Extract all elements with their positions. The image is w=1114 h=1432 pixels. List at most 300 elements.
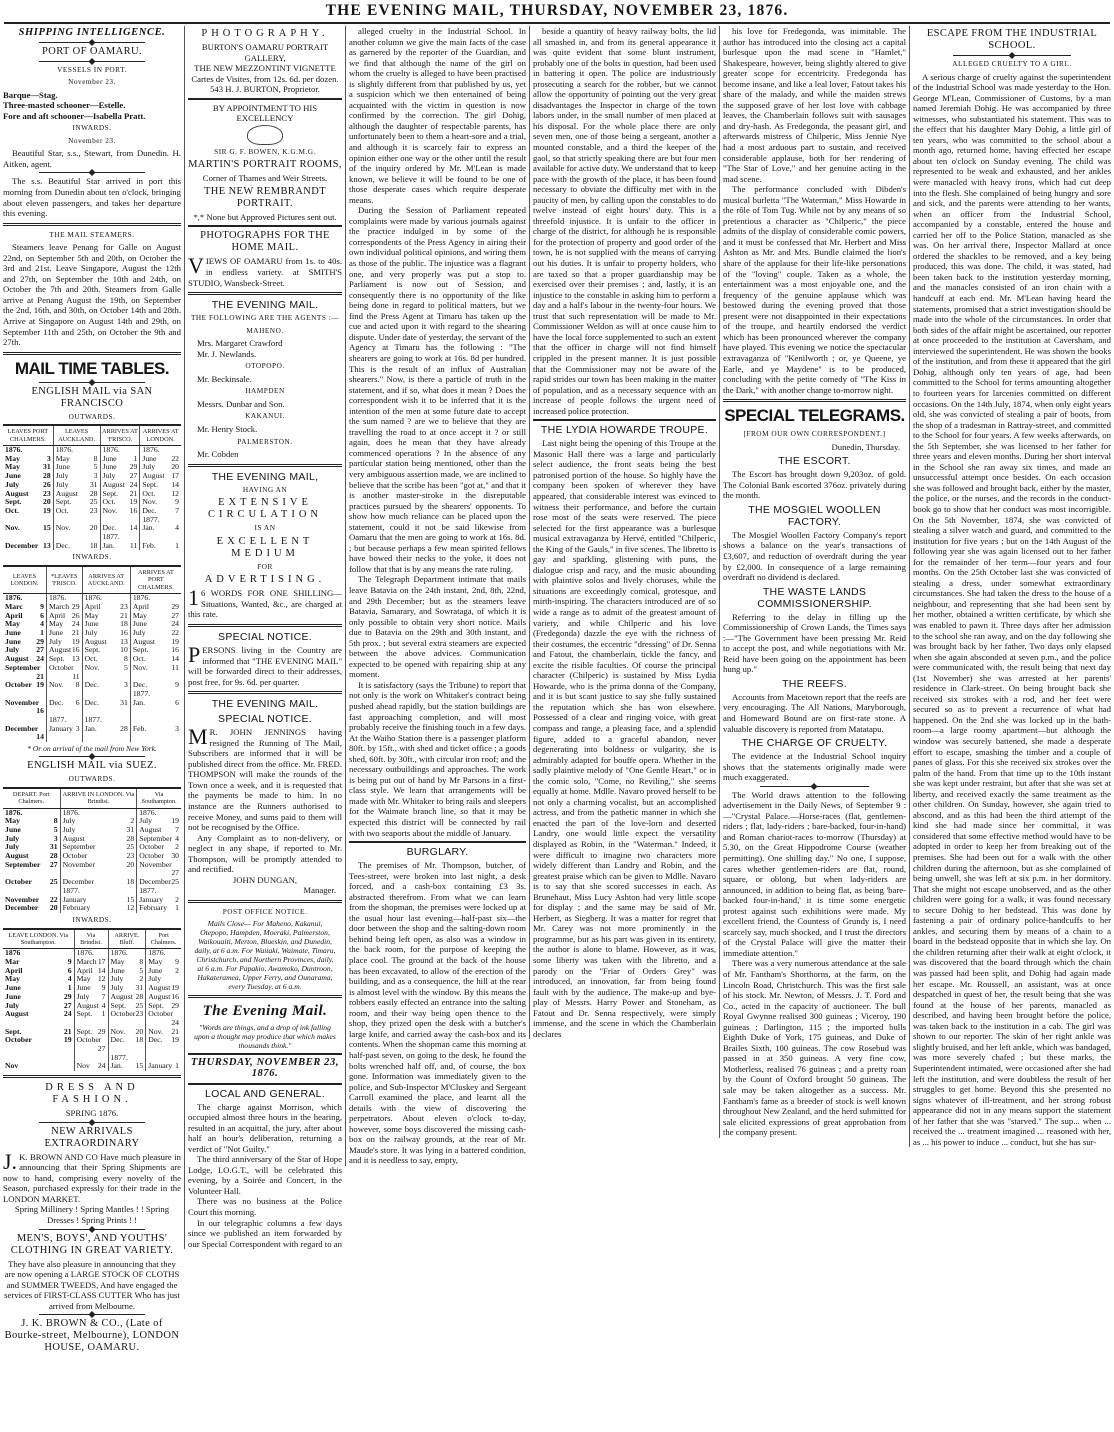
table-cell: Sept. 29 bbox=[146, 1002, 181, 1011]
table-cell: April 29 bbox=[130, 603, 181, 612]
day-number: 29 bbox=[97, 1026, 106, 1036]
table-cell: August 4 bbox=[74, 1002, 108, 1011]
table-row bbox=[3, 664, 181, 681]
table-cell: August 28 bbox=[60, 835, 137, 844]
article-paragraph: There was no business at the Police Court this morning. bbox=[188, 1196, 342, 1217]
table-cell: June 5 bbox=[5, 824, 58, 834]
day-number: 25 bbox=[171, 877, 179, 887]
table-cell: June 29 bbox=[5, 991, 72, 1001]
rule-divider bbox=[188, 225, 342, 227]
day-number: 11 bbox=[72, 671, 80, 681]
table-cell: Sept. 13 bbox=[46, 655, 82, 664]
table-cell: Oct. 12 bbox=[140, 490, 181, 499]
table-cell: August 16 bbox=[146, 993, 181, 1002]
double-rule-divider bbox=[3, 1075, 181, 1078]
day-number: 1 bbox=[175, 540, 179, 550]
table-cell: Nov. 9 bbox=[140, 498, 181, 507]
table-cell: June 2 bbox=[146, 967, 181, 976]
table-cell: Sept. 25 bbox=[53, 498, 100, 507]
table-cell: 1876. bbox=[5, 593, 23, 603]
table-cell: Dec. 3 bbox=[82, 681, 130, 690]
table-cell: July 7 bbox=[74, 993, 108, 1002]
table-cell: June 22 bbox=[140, 455, 181, 464]
day-number: 20 bbox=[43, 497, 51, 507]
signature: Manager. bbox=[303, 885, 336, 896]
day-number: 19 bbox=[171, 816, 179, 826]
day-number: 27 bbox=[171, 868, 179, 878]
table-cell: Sept. 16 bbox=[130, 646, 181, 655]
table-cell: July 31 bbox=[60, 826, 137, 835]
table-cell: Feb. 1 bbox=[140, 542, 181, 551]
small-caps-label: November 23. bbox=[68, 77, 116, 87]
day-number: 7 bbox=[101, 991, 106, 1001]
day-number: 17 bbox=[97, 957, 106, 967]
small-caps-label: THE FOLLOWING ARE THE AGENTS :— bbox=[190, 313, 340, 323]
table-cell: August 24 bbox=[100, 481, 140, 490]
advertisement-paragraph: PERSONS living in the Country are informed that "THE EVENING MAIL" will be forwarded direct to their addresses, post free, for 9s. 6d. per quarter. bbox=[188, 641, 342, 687]
article-paragraph: Mr. J. Newlands. bbox=[197, 348, 257, 359]
day-number: 1 bbox=[67, 983, 72, 993]
table-cell: 1877. bbox=[130, 690, 181, 699]
day-number: 5 bbox=[139, 965, 144, 975]
day-number: 14 bbox=[171, 479, 179, 489]
table-cell: December 20 bbox=[5, 903, 58, 913]
table-cell: March 17 bbox=[74, 958, 108, 967]
day-number: 9 bbox=[101, 983, 106, 993]
day-number: 27 bbox=[49, 859, 58, 869]
column-2 bbox=[184, 26, 345, 1249]
day-number: 31 bbox=[89, 479, 98, 489]
table-cell: September 4 bbox=[137, 835, 181, 844]
table-cell: 1876. bbox=[46, 594, 82, 603]
table-cell: May 31 bbox=[5, 462, 51, 472]
rule-divider bbox=[188, 1053, 342, 1055]
table-header: ARRIVES AT AUCKLAND. bbox=[82, 566, 130, 594]
table-cell: Nov. 21 bbox=[146, 1028, 181, 1037]
table-cell: Sept. 29 bbox=[74, 1028, 108, 1037]
table-cell: October 2 bbox=[137, 843, 181, 852]
table-cell: September 21 bbox=[5, 662, 44, 681]
day-number: 19 bbox=[43, 505, 51, 515]
listing-line: Fore and aft schooner—Isabella Pratt. bbox=[3, 110, 146, 121]
table-cell: December 18 bbox=[60, 878, 137, 887]
table-cell: October 30 bbox=[137, 852, 181, 861]
day-number: 20 bbox=[126, 859, 135, 869]
table-cell: Feb. 3 bbox=[130, 725, 181, 742]
ornament-divider bbox=[39, 382, 146, 383]
table-cell: July 31 bbox=[53, 481, 100, 490]
day-number: 7 bbox=[175, 505, 179, 515]
article-paragraph: Mr. Beckinsale. bbox=[197, 373, 252, 384]
day-number: 13 bbox=[71, 654, 80, 664]
table-cell: November 16 bbox=[5, 697, 44, 716]
centered-text: Spring Millinery ! Spring Mantles ! ! Spring Dresses ! Spring Prints ! ! bbox=[14, 1204, 170, 1226]
table-header: ARRIVES AT PORT CHALMERS. bbox=[130, 566, 181, 594]
section-title: PHOTOGRAPHS FOR THE HOME MAIL. bbox=[200, 230, 330, 254]
day-number: 24 bbox=[129, 479, 138, 489]
small-caps-label: HAMPDEN bbox=[245, 386, 285, 396]
table-header: Via Southampton. bbox=[137, 788, 181, 808]
day-number: 28 bbox=[49, 851, 58, 861]
day-number: 18 bbox=[135, 1035, 144, 1045]
table-cell: June 24 bbox=[130, 620, 181, 629]
table-row bbox=[3, 904, 181, 913]
article-paragraph: Referring to the delay in filling up the Commissionership of Crown Lands, the Times says :—"The Government have been pressing Mr. Reid to accept the post, and while negotiations with Mr. Reid have been going on the appointment has been hung up." bbox=[723, 611, 906, 675]
small-caps-label: OUTWARDS. bbox=[68, 774, 116, 784]
table-cell: July 31 bbox=[5, 842, 58, 852]
table-header: LEAVES AUCKLAND. bbox=[53, 425, 100, 445]
section-title: ENGLISH MAIL via SAN FRANCISCO bbox=[31, 385, 153, 409]
section-title: MEN'S, BOYS', AND YOUTHS' CLOTHING IN GREAT VARIETY. bbox=[10, 1232, 174, 1256]
subheadline: THE LYDIA HOWARDE TROUPE. bbox=[540, 424, 709, 437]
day-number: 28 bbox=[43, 471, 51, 481]
table-cell: July 27 bbox=[5, 1000, 72, 1010]
table-cell: December 13 bbox=[5, 540, 51, 550]
small-caps-label: PALMERSTON. bbox=[237, 436, 293, 446]
table-cell: June 9 bbox=[74, 984, 108, 993]
centered-text: SPRING 1876. bbox=[65, 1108, 119, 1119]
table-cell: Dec. 18 bbox=[108, 1036, 146, 1053]
double-rule-divider bbox=[188, 292, 342, 295]
double-rule-divider bbox=[723, 399, 906, 402]
table-cell: July bbox=[146, 975, 181, 984]
table-cell: October 19 bbox=[5, 1035, 72, 1045]
table-cell: October 23 bbox=[60, 852, 137, 861]
table-cell: Nov 24 bbox=[74, 1062, 108, 1071]
article-paragraph: The performance concluded with Dibden's musical burletta "The Waterman," Miss Howarde in the rôle of Tom Tug. While not by any means of so pretentious a character as "Chilperic," the piece admits of the display of considerable comic powers, and it must be confessed that Mr. Herbert and Miss Ashton as Mr. and Mrs. Bundle claimed the lion's share of the applause for their life-like personations of the "loving" couple. Taken as a whole, the entertainment was a most enjoyable one, and the frequency of the genuine applause which was bestowed during the evening proved that those present were not disappointed in their expectations of the troupe, and heartily endorsed the verdict which has been pronounced wherever the company have played. This evening we notice the spectacular extravaganza of "Kenilworth ; or, ye Queene, ye Earle, and ye Maydene" is to be produced, concluding with the petite comedy of "The Kiss in the Dark," with another change to-morrow night. bbox=[723, 184, 906, 395]
table-cell: July 19 bbox=[137, 817, 181, 826]
day-number: 31 bbox=[135, 983, 144, 993]
table-header: LEAVES PORT CHALMERS. bbox=[3, 425, 53, 445]
day-number: 23 bbox=[43, 488, 51, 498]
table-cell: July 3 bbox=[5, 833, 58, 843]
table-cell: Nov. 20 bbox=[108, 1028, 146, 1037]
day-number: 13 bbox=[43, 540, 51, 550]
table-cell: May 4 bbox=[5, 619, 44, 629]
ornament-divider bbox=[39, 172, 146, 173]
listing-line: Three-masted schooner—Estelle. bbox=[3, 100, 126, 111]
day-number: 18 bbox=[120, 619, 128, 629]
day-number: 19 bbox=[36, 680, 44, 690]
day-number: 2 bbox=[130, 816, 135, 826]
headline: MAIL TIME TABLES. bbox=[14, 358, 170, 378]
double-rule-divider bbox=[188, 691, 342, 694]
day-number: 11 bbox=[129, 540, 138, 550]
day-number: 20 bbox=[49, 903, 58, 913]
table-row bbox=[3, 542, 181, 551]
day-number: 16 bbox=[120, 628, 128, 638]
table-cell: July 22 bbox=[130, 629, 181, 638]
article-paragraph: The Telegraph Department intimate that mails leave Batavia on the 24th instant, 2nd, 8th, 22nd, and 29th December; but as the steamers leave Batavia, Samarary, and Sowrataga, of which it is only possible to obtain very short notice. Mails due to Batavia on the 29th and 30th instant, and 5th prox. ; but several extra steamers are expected between the above advices. Communication expected to be opened with repairing ship at any moment. bbox=[349, 574, 526, 680]
day-number: 14 bbox=[97, 965, 106, 975]
day-number: 22 bbox=[171, 453, 179, 463]
table-cell: August 19 bbox=[130, 638, 181, 647]
table-header: LEAVE LONDON. Via Southampton. bbox=[3, 929, 74, 949]
centered-text: 543 H. J. BURTON, Proprietor. bbox=[210, 84, 320, 95]
day-number: 6 bbox=[175, 697, 179, 707]
day-number: 12 bbox=[171, 488, 179, 498]
section-title: PORT OF OAMARU. bbox=[42, 45, 142, 57]
table-cell: 1876 bbox=[5, 948, 21, 958]
day-number: 25 bbox=[126, 842, 135, 852]
day-number: 27 bbox=[97, 1044, 106, 1054]
day-number: 16 bbox=[129, 505, 138, 515]
table-cell: 1876. bbox=[5, 445, 23, 455]
column-1 bbox=[0, 26, 184, 1356]
day-number: 30 bbox=[171, 851, 179, 861]
table-cell: Sept. 21 bbox=[5, 1026, 72, 1036]
day-number: 29 bbox=[36, 636, 44, 646]
ornament-divider bbox=[39, 1122, 146, 1123]
article-paragraph: Last night being the opening of this Troupe at the Masonic Hall there was a large and particularly select audience, the front seats being the best patronised portion of the house. So highly have the company been spoken of wherever they have appeared, that considerable interest was evinced to witness their performance, and before the curtain rose most of the seats were reserved. The piece selected for the first appearance was a burlesque musical extravaganza by Hervé, entitled "Chilperic, the King of the Gauls," in five scenes. The libretto is gay and sparkling, glistening with puns, the dialogue crisp and racy, and the music abounding with plaintive solos and lively choruses, while the situations are exceedingly comical, grotesque, and mirth-inspiring. The characters introduced are of so wide a range as to admit of the greatest amount of variety, and while Chilperic and his love (Fredegonda) dazzle the eye with the richness of their costumes, the eccentric "dressing" of Dr. Senna and Fatout, the chamberlain, tickle the fancy, and excite the risible faculties. Of course the principal character (Chilperic) is sustained by Miss Lydia Howarde, who is the prima donna of the Company, and it is but scant justice to say she fully sustained the reputation which she has won elsewhere. Possessed of a clear and ringing voice, with great compass and range, a pleasing face, and a splendid figure, added to a graceful abandon, never degenerating into boldness or vulgarity, she is admirably adapted for bouffe opera. Whether in the sadly plaintive melody of "One Gentle Heart," or in the comic solo, "Come, no Reviling," she seems equally at home. Mdlle. Navaro proved herself to be not only a charming vocalist, but an accomplished actress, and from the pathetic manner in which she enacted the part of the love-lorn and deserted Landry, one would little expect the versatility displayed as Robin, in the "Waterman." Indeed, it were difficult to imagine two characters more widely different than Landry and Robin, and the greatest praise which can be given to Mdlle. Navaro is to say that she scored successes in each. As Brunehaut, Miss Lucy Ashton had very little scope for display ; and the same may be said of Mr. Herbert, as Siegberg. It was a matter for regret that Mr. Carey was not more prominently in the programme, but as his part was given in its entirety, the author is alone to blame. However, as it was, some liberty was taken with the libretto, and a parody on the "Friar of Orders Grey" was introduced, an innovation, far from being found fault with by the audience. The make-up and bye-play of Messrs. Harry Power and Stoneham, as Fatout and Dr. Senna respectively, were simply immense, and the scene in which the Chamberlain declares bbox=[533, 438, 716, 1039]
subheadline: THE REEFS. bbox=[782, 677, 847, 690]
table-cell: February 12 bbox=[60, 904, 137, 913]
table-cell: June 5 bbox=[108, 967, 146, 976]
spaced-title: EXTENSIVE CIRCULATION bbox=[208, 497, 322, 521]
day-number: 4 bbox=[175, 833, 179, 843]
table-row bbox=[3, 1036, 181, 1053]
table-cell: August 13 bbox=[82, 638, 130, 647]
table-cell: May 8 bbox=[5, 816, 58, 826]
day-number: 16 bbox=[171, 991, 179, 1001]
table-cell: 1876. bbox=[130, 594, 181, 603]
rule-divider bbox=[188, 1083, 342, 1085]
table-cell: August 28 bbox=[53, 490, 100, 499]
table-cell: Jan. 6 bbox=[130, 699, 181, 716]
subheadline: BURGLARY. bbox=[406, 846, 469, 859]
table-cell: May 21 bbox=[82, 612, 130, 621]
ornament-divider bbox=[39, 756, 146, 757]
small-caps-label: November 23. bbox=[68, 135, 116, 145]
day-number: 20 bbox=[171, 462, 179, 472]
day-number: 10 bbox=[120, 645, 128, 655]
table-cell: May 27 bbox=[130, 612, 181, 621]
rule-divider bbox=[533, 419, 716, 421]
table-cell: June 18 bbox=[82, 620, 130, 629]
column-6 bbox=[909, 26, 1114, 1147]
article-paragraph: The s.s. Beautiful Star arrived in port this morning from Dunedin about ten o'clock, bringing about eleven passengers, and takes her departure this evening. bbox=[3, 176, 181, 219]
ornament-divider bbox=[953, 55, 1072, 56]
table-row bbox=[3, 861, 181, 878]
table-cell: October 24 bbox=[146, 1010, 181, 1027]
table-cell: May 3 bbox=[5, 453, 51, 463]
table-cell: Sept. 1 bbox=[74, 1010, 108, 1027]
day-number: 7 bbox=[175, 824, 179, 834]
table-cell: July 19 bbox=[46, 638, 82, 647]
table-cell: 1877. bbox=[82, 716, 130, 725]
table-cell: Marc 9 bbox=[5, 601, 44, 611]
table-cell: April 6 bbox=[5, 965, 72, 975]
day-number: 26 bbox=[71, 610, 80, 620]
mail-timetable bbox=[3, 928, 181, 1072]
table-cell: July 2 bbox=[60, 817, 137, 826]
article-paragraph: In our telegraphic columns a few days since we published an item forwarded by our Special Correspondent with regard to an bbox=[188, 1217, 342, 1249]
day-number: 31 bbox=[43, 462, 51, 472]
day-number: 12 bbox=[126, 903, 135, 913]
table-row bbox=[3, 699, 181, 716]
table-cell: 1876. bbox=[100, 446, 140, 455]
table-cell: July 2 bbox=[108, 975, 146, 984]
day-number: 8 bbox=[139, 957, 144, 967]
table-cell: 1877. bbox=[46, 716, 82, 725]
table-header: LEAVES LONDON. bbox=[3, 566, 46, 594]
masthead-rule bbox=[4, 22, 1110, 24]
table-row bbox=[3, 808, 181, 817]
table-cell: February 1 bbox=[137, 904, 181, 913]
centered-text: *,* None but Approved Pictures sent out. bbox=[193, 211, 337, 222]
day-number: 12 bbox=[97, 974, 106, 984]
article-paragraph: The charge against Morrison, which occupied almost three hours in the hearing, resulted in an acquittal, the jury, after about half an hour's deliberation, returning a verdict of "Not Guilty." bbox=[188, 1101, 342, 1154]
table-cell: Oct. 19 bbox=[5, 505, 51, 515]
table-cell: 1876. bbox=[108, 949, 146, 958]
article-paragraph: Any Complaint as to non-delivery, or neglect in any shape, if reported to Mr. Thompson, will be promptly attended to and rectified. bbox=[188, 832, 342, 875]
day-number: 14 bbox=[171, 654, 179, 664]
table-cell: Nov bbox=[5, 1061, 19, 1071]
day-number: 8 bbox=[75, 680, 80, 690]
table-header: ARRIVES AT 'FRISCO. bbox=[100, 425, 140, 445]
day-number: 13 bbox=[120, 636, 128, 646]
day-number: 2 bbox=[175, 965, 179, 975]
article-paragraph: Mr. Cobden bbox=[197, 449, 239, 460]
table-cell: Nov. 8 bbox=[46, 681, 82, 690]
table-row bbox=[3, 681, 181, 690]
day-number: 29 bbox=[71, 601, 80, 611]
day-number: 25 bbox=[89, 497, 98, 507]
small-caps-label: INWARDS. bbox=[72, 123, 112, 133]
day-number: 31 bbox=[120, 697, 128, 707]
day-number: 27 bbox=[171, 610, 179, 620]
masthead: THE EVENING MAIL, THURSDAY, NOVEMBER 23, 1876. bbox=[325, 2, 789, 19]
table-cell: Nov. 20 bbox=[53, 524, 100, 533]
day-number: 19 bbox=[171, 636, 179, 646]
table-cell: October 25 bbox=[5, 877, 58, 887]
table-header: ARRIVES AT LONDON. bbox=[140, 425, 181, 445]
day-number: 4 bbox=[175, 523, 179, 533]
day-number: 25 bbox=[49, 877, 58, 887]
subheadline: SPECIAL NOTICE. bbox=[218, 630, 312, 643]
day-number: 3 bbox=[75, 723, 80, 733]
section-title: ENGLISH MAIL via SUEZ. bbox=[27, 760, 157, 772]
table-cell: Oct. 8 bbox=[82, 655, 130, 664]
day-number: 28 bbox=[126, 833, 135, 843]
small-caps-label: KAKANUI. bbox=[245, 411, 285, 421]
day-number: 9 bbox=[40, 601, 44, 611]
rule-divider bbox=[349, 841, 526, 843]
day-number: 2 bbox=[175, 842, 179, 852]
table-cell: 1876. bbox=[74, 949, 108, 958]
advertisement-paragraph: J.K. BROWN AND CO Have much pleasure in announcing that their Spring Shipments are now to hand, comprising every novelty of the Season, purchased expressly for their trade in the LONDON MARKET. bbox=[3, 1148, 181, 1204]
day-number: 4 bbox=[40, 619, 44, 629]
day-number: 5 bbox=[123, 662, 128, 672]
centered-text: BURTON'S OAMARU PORTRAIT GALLERY, bbox=[201, 42, 329, 63]
table-cell: November 20 bbox=[60, 861, 137, 878]
article-paragraph: It is satisfactory (says the Tribune) to report that not only is the work on Whitaker's contract being pushed ahead rapidly, but the station buildings are fast approaching completion, and will most probably receive the finishing touch in a few days. At the Waiho Station there is a passenger platform 80ft. by 15ft., with shed and ticket office ; a goods shed, 60ft. by 30ft., with circular iron roof; and the necessary outbuildings and approaches. The work is being put out of hand by Mr Parsons in a first-class style. We learn that arrangements will be made with Mr. Whitaker to bring rails and sleepers for the Waimate branch line, so that it may be expected this district will be connected by rail with two seaports about the middle of January. bbox=[349, 679, 526, 838]
day-number: 1 bbox=[101, 1009, 106, 1019]
small-note: Mails Close— For Maheno, Kakanui, Otepopo, Hampden, Moeraki, Palmerston, Waikouaiti, Merton, Blueskin, and Dunedin, daily, at 6 a.m. For Waitaki, Waimate, Timaru, Christchurch, and Northern Provinces, daily, at 6 a.m. For Papakio, Awamoko, Duntroon, Hakateramea, Upper Ferry, and Ounarama, every Tuesday, at 6 a.m. bbox=[194, 919, 336, 992]
table-cell: July 27 bbox=[100, 472, 140, 481]
small-caps-label: HAVING AN bbox=[242, 484, 288, 494]
small-caps-label: IS AN bbox=[254, 523, 276, 533]
table-cell: Sept. 25 bbox=[108, 1002, 146, 1011]
royal-crest-icon bbox=[247, 125, 283, 145]
subheadline: LOCAL AND GENERAL. bbox=[205, 1087, 325, 1100]
day-number: 31 bbox=[49, 842, 58, 852]
day-number: 4 bbox=[67, 974, 72, 984]
article-paragraph: Steamers leave Penang for Galle on August 22nd, on September 5th and 20th, on October the 3rd and 21st. Leave Singapore, August the 12th and 27th, on September the 10th and 24th, on October the 7th and 20th. Steamers from Galle arrive at Penang August the 19th, on September the 2nd, 16th, and 30th, on October 14th and 28th. Arrive at Singapore on August 14th and 29th, on September 11th and 25th, on October the 9th and 27th. bbox=[3, 242, 181, 348]
table-cell: April 23 bbox=[82, 603, 130, 612]
table-cell: June 1 bbox=[5, 983, 72, 993]
table-cell: August 17 bbox=[140, 472, 181, 481]
article-paragraph: beside a quantity of heavy railway bolts, the lid all smashed in, and from its general appearance it was quite evident that some blunt instrument, probably one of the bolts in question, had been used in battering it open. The police are industriously prosecuting a search for the robber, but we cannot allow the opportunity of pointing out the very great disadvantages the Inspector in charge of the town labors under, in the small number of men placed at his disposal. For the whole place there are only seven men, one of those being a sergeant, another a mounted constable, and a third the keeper of the gaol, so that strictly speaking there are but four men available for active duty. We understand that to keep pace with the growth of the place, it has been found necessary to obviate the difficulty met with in the paucity of men, by calling upon the constables to do twelve instead of eight hours' duty. This is a threefold injustice. It is unfair to the officer in charge of the district, for although he is responsible for the protection of property and good order of the town, he is not supplied with the means of carrying out his duties. It is unfair to property holders, who are taxed so that a proper guardianship may be exercised over their premises ; and, lastly, it is an injustice to the constable in asking him to perform a day and a half's labour in the twenty-four hours. We trust that such representation will be made to Mr. Commissioner Weldon as will at once cause him to have the local force supplemented to such an extent that the officer in charge will not find himself crippled in the present manner. It is just possible that the Commissioner may not be aware of the rapid strides our town has been making in the matter of population, and as a necessary sequence with an increase of people follows the urgent need of increased police protection. bbox=[533, 26, 716, 416]
day-number: 21 bbox=[71, 628, 80, 638]
double-rule-divider bbox=[188, 995, 342, 998]
table-cell: December 14 bbox=[5, 723, 44, 742]
table-cell: June 5 bbox=[53, 463, 100, 472]
day-number: 19 bbox=[129, 497, 138, 507]
table-cell: Nov. 16 bbox=[100, 507, 140, 516]
day-number: 16 bbox=[71, 645, 80, 655]
spaced-title: PHOTOGRAPHY. bbox=[201, 28, 329, 39]
small-note: "Words are things, and a drop of ink falling upon a thought may produce that which makes thousands think." bbox=[194, 1023, 336, 1051]
table-cell: Jan. 15 bbox=[108, 1062, 146, 1071]
table-row bbox=[3, 524, 181, 533]
table-cell: 1876. bbox=[82, 594, 130, 603]
table-cell: Nov. 5 bbox=[82, 664, 130, 681]
day-number: 3 bbox=[93, 471, 98, 481]
table-cell: 1877. bbox=[137, 887, 181, 896]
day-number: 15 bbox=[43, 523, 51, 533]
article-paragraph: The third anniversary of the Star of Hope Lodge, I.O.G.T., will be celebrated this evening, by a Soirée and Concert, in the Volunteer Hall. bbox=[188, 1154, 342, 1196]
day-number: 19 bbox=[63, 1035, 72, 1045]
advertisement-paragraph: 16 WORDS FOR ONE SHILLING—Situations, Wanted, &c., are charged at this rate. bbox=[188, 585, 342, 620]
day-number: 26 bbox=[43, 479, 51, 489]
day-number: 21 bbox=[36, 671, 44, 681]
day-number: 20 bbox=[135, 1026, 144, 1036]
table-cell: Jan. 28 bbox=[82, 725, 130, 742]
day-number: 3 bbox=[53, 833, 58, 843]
table-cell: Nov. 15 bbox=[5, 523, 51, 533]
mail-timetable bbox=[3, 787, 181, 913]
table-cell: April 14 bbox=[74, 967, 108, 976]
article-paragraph: The Mosgiel Woollen Factory Company's report shows a balance on the year's transactions of £3,607, and reduction of overdraft during the year by £2,000. In consequence of a large remaining overdraft no dividend is declared. bbox=[723, 529, 906, 583]
article-paragraph: The evidence at the Industrial School inquiry shows that the statements originally made were much exaggerated. bbox=[723, 751, 906, 783]
day-number: 8 bbox=[53, 816, 58, 826]
day-number: 27 bbox=[36, 645, 44, 655]
table-cell: August 23 bbox=[5, 488, 51, 498]
day-number: 24 bbox=[171, 1017, 179, 1027]
table-cell: July 27 bbox=[5, 645, 44, 655]
signature: Dunedin, Thursday. bbox=[831, 441, 900, 452]
rule-divider bbox=[188, 98, 342, 100]
article-paragraph: Accounts from Macetown report that the reefs are very encouraging. The All Nations, Maryborough, and Homeward Bound are on first-rate stone. A valuable discovery is reported from Matatapu. bbox=[723, 691, 906, 734]
table-cell: June 28 bbox=[5, 471, 51, 481]
table-cell: October 27 bbox=[74, 1036, 108, 1053]
day-number: 1 bbox=[175, 1061, 179, 1071]
day-number: 16 bbox=[171, 645, 179, 655]
column-4 bbox=[529, 26, 719, 1039]
subheadline: THE MOSGIEL WOOLLEN FACTORY. bbox=[748, 503, 881, 528]
day-number: 6 bbox=[40, 610, 44, 620]
day-number: 3 bbox=[123, 680, 128, 690]
small-caps-label: INWARDS. bbox=[72, 552, 112, 562]
day-number: 28 bbox=[89, 488, 98, 498]
table-row bbox=[3, 725, 181, 742]
day-number: 1 bbox=[133, 453, 138, 463]
article-paragraph: A serious charge of cruelty against the superintendent of the Industrial School was made yesterday to the Hon. George M'Lean, Commissioner of Customs, by a man named Jeremiah Dohig. He was accompanied by three witnesses, who substantiated his statement. This was to the effect that his daughter Mary Dohig, a little girl of ten years, who was committed to the school about a month ago, returned home, having effected her escape about ten o'clock on Sunday evening. The child was represented to be weak and exhausted, and her ankles were manacled with heavy irons, which had cut deep into the flesh. She complained of being hungry and sore and sick, and the parents were attending to her wants, when an officer from the Industrial School, accompanied by a constable, entered the house and carried her off to the Police Station, manacled as she was. On her arrival there, Inspector Mallard at once ordered the shackles to be removed, and a key being produced, this was done. The child, it was stated, had been taken back to the institution yesterday morning, and the manacles consisted of an iron chain with a handcuff at each end. Mr. M'Lean having heard the statements, promised that a strict investigation should be made into the whole of the circumstances. In order that both sides of the affair might be ascertained, our reporter at once proceeded to the institution at Caversham, and interviewed the superintendent. He was shown the books of the institution, and from these it appeared that the girl Dohig, although only ten years of age, had been committed to the School for terms amounting altogether to fourteen years for larcenies committed on different occasions. On the 14th July, 1874, when only eight years old, she was convicted of stealing a pair of boots, from the shop of a tradesman in Rattray-street, and committed to the School for four years. A few weeks afterwards, on the 5th September, she was licensed to her father for three years and eleven months. During her short interval in the School she ran away six times, and made an unsuccessful attempt once besides. On each occasion she was followed and brought back, either by the master, the police, or the nurses, and the records in the conduct-book go to show that her conduct was most incorrigible. On the 5th November, 1874, she was convicted of stealing a silver watch and guard, and committed to the institution for five years ; but on the 14th August of the following year she was again licensed out to her father for the remainder of her term—four years and four months. On the 25th October last she was convicted of stealing a dress, under somewhat extraordinary circumstances. She had taken the dress to the house of a neighbour, and representing that she had been sent by her mother, obtained a written certificate, by which she was enabled to pawn it. Three days after her admission to the school she ran away, and on the day following she was brought back by her father. Two days only elapsed when she again absconded at seven p.m., and the police were communicated with, the result being that next day (1st November) she was arrested at her parents' residence in Clark-street. On being brought back she received six strokes with a rod, and her feet were secured so as to prevent a recurrence of what had happened. On the 2nd she was locked up in the bath-room—a large roomy apartment—but although the window was securely battened, she made a desperate effort to escape, smashing the timber and a couple of panes of glass. For this she received six strokes over the palm of the hand. From that time up to the 10th instant she was kept under restraint, but after that she was set at liberty, and received exactly the same treatment as the other children. On Sunday, however, she again tried to abscond, and as this had been the third attempt of the kind she had made since her committal, it was considered that some effective method would have to be adopted in order to keep her from breaking out of the premises. She had been out for a walk with the other children during the afternoon, but as she complained of being unwell, she was left at six p.m. in her dormitory. That she might not escape unobserved, and as the other children were going for a walk, it was found necessary to secure Dohig to her bedstead. This was done by fastening a pair of ordinary police-handcuffs to her ankles, and securing them by means of a chain to a board in the bedstead opposite that in which she lay. On the children returning after their walk at eight o'clock, it was discovered that the board through which the chain was passed had been split, and Dohig had again made her escape. Mr. Roussell, an assistant, was at once despatched in quest of her, the result being that she was found at the house of her parents, manacled as described, and having been brought before the police, was taken back to the institution in a cab. The girl was shown to our reporter. The skin of her right ankle was slightly bruised, and her left ankle, which was bandaged, was more severely chafed ; but these marks, the Superintendent intimated, were occasioned after she had left the institution, and were doubtless the result of her struggles to get home. Beyond this she presented no signs whatever of ill-treatment, and her strong robust appearance did not in any means support the statement of her father that she was "starved." The sup... when ... received the ... treatment imagined ... reasoned with her, as ... his power to induce ... conduct, but she has sur- bbox=[913, 71, 1111, 1147]
day-number: 16 bbox=[36, 706, 44, 716]
table-cell: Sept. 21 bbox=[100, 490, 140, 499]
day-number: 9 bbox=[175, 497, 179, 507]
